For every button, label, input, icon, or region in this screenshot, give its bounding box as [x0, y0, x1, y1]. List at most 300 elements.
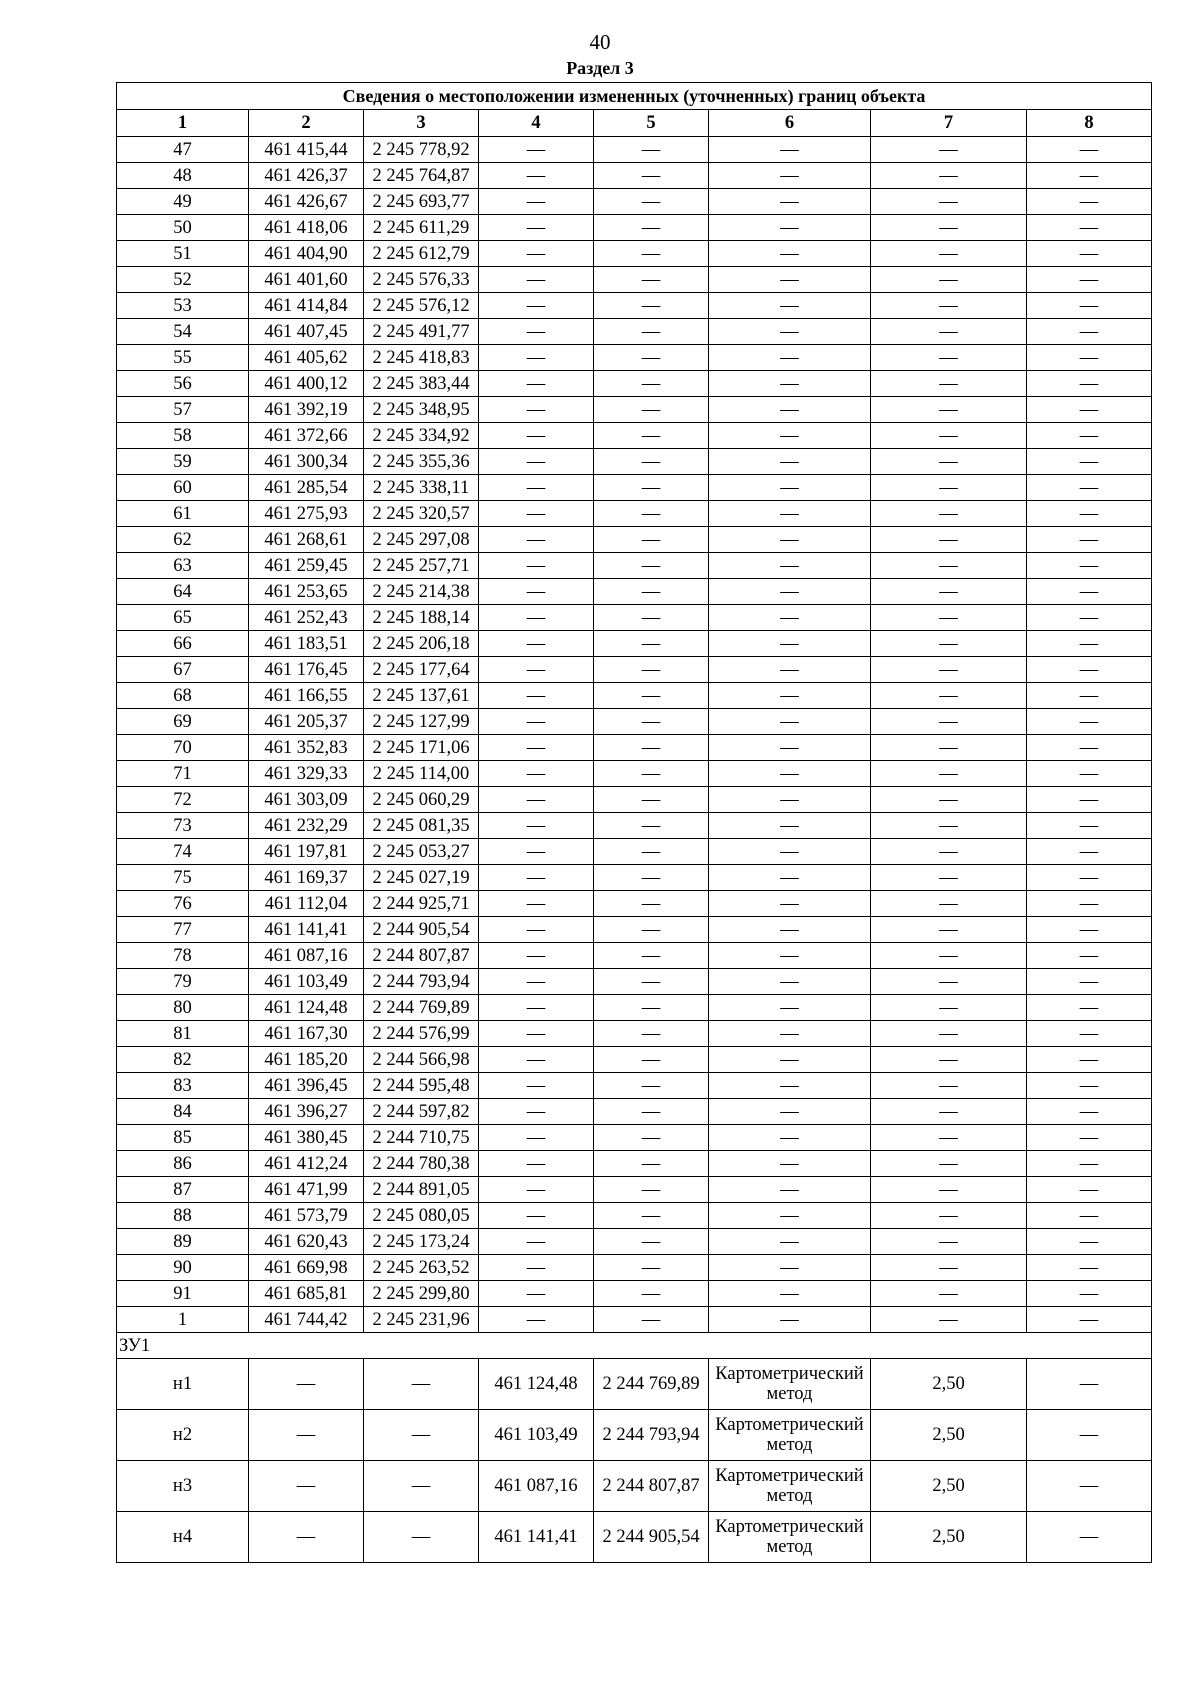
dash-cell: — — [479, 527, 594, 553]
existing-x-cell: 461 352,83 — [249, 735, 364, 761]
table-body — [117, 83, 1152, 1563]
dash-cell: — — [871, 267, 1027, 293]
existing-y-cell: 2 244 566,98 — [364, 1047, 479, 1073]
dash-cell: — — [249, 1461, 364, 1512]
dash-cell: — — [479, 397, 594, 423]
dash-cell: — — [479, 241, 594, 267]
dash-cell: — — [871, 319, 1027, 345]
dash-cell: — — [709, 1307, 871, 1333]
dash-cell: — — [594, 761, 709, 787]
point-number-cell: н2 — [117, 1410, 249, 1461]
existing-y-cell: 2 245 081,35 — [364, 813, 479, 839]
existing-y-cell: 2 245 053,27 — [364, 839, 479, 865]
dash-cell: — — [594, 1151, 709, 1177]
dash-cell: — — [871, 449, 1027, 475]
dash-cell: — — [871, 1229, 1027, 1255]
dash-cell: — — [1027, 761, 1152, 787]
existing-y-cell: 2 245 383,44 — [364, 371, 479, 397]
dash-cell: — — [871, 1125, 1027, 1151]
dash-cell: — — [709, 1047, 871, 1073]
dash-cell: — — [709, 1255, 871, 1281]
dash-cell: — — [709, 189, 871, 215]
dash-cell: — — [594, 891, 709, 917]
dash-cell: — — [709, 1177, 871, 1203]
dash-cell: — — [1027, 527, 1152, 553]
point-number-cell: 57 — [117, 397, 249, 423]
new-y-cell: 2 244 807,87 — [594, 1461, 709, 1512]
dash-cell: — — [594, 839, 709, 865]
table-row — [117, 1151, 1152, 1177]
table-row — [117, 995, 1152, 1021]
dash-cell: — — [871, 215, 1027, 241]
column-number: 5 — [594, 110, 709, 137]
dash-cell: — — [479, 267, 594, 293]
dash-cell: — — [1027, 735, 1152, 761]
existing-y-cell: 2 244 576,99 — [364, 1021, 479, 1047]
dash-cell: — — [709, 1229, 871, 1255]
dash-cell: — — [709, 475, 871, 501]
table-row — [117, 423, 1152, 449]
existing-y-cell: 2 244 780,38 — [364, 1151, 479, 1177]
dash-cell: — — [709, 683, 871, 709]
dash-cell: — — [1027, 1281, 1152, 1307]
dash-cell: — — [709, 995, 871, 1021]
column-number: 7 — [871, 110, 1027, 137]
table-row — [117, 761, 1152, 787]
dash-cell: — — [871, 969, 1027, 995]
dash-cell: — — [1027, 345, 1152, 371]
dash-cell: — — [1027, 1099, 1152, 1125]
dash-cell: — — [1027, 631, 1152, 657]
point-number-cell: 89 — [117, 1229, 249, 1255]
dash-cell: — — [871, 397, 1027, 423]
existing-y-cell: 2 245 764,87 — [364, 163, 479, 189]
column-number: 3 — [364, 110, 479, 137]
dash-cell: — — [871, 293, 1027, 319]
point-number-cell: 48 — [117, 163, 249, 189]
existing-y-cell: 2 245 060,29 — [364, 787, 479, 813]
dash-cell: — — [871, 1203, 1027, 1229]
dash-cell: — — [1027, 449, 1152, 475]
dash-cell: — — [1027, 1461, 1152, 1512]
dash-cell: — — [1027, 1125, 1152, 1151]
existing-y-cell: 2 244 769,89 — [364, 995, 479, 1021]
dash-cell: — — [594, 605, 709, 631]
dash-cell: — — [871, 943, 1027, 969]
dash-cell: — — [479, 1229, 594, 1255]
dash-cell: — — [1027, 267, 1152, 293]
existing-x-cell: 461 426,37 — [249, 163, 364, 189]
existing-y-cell: 2 245 127,99 — [364, 709, 479, 735]
table-row — [117, 267, 1152, 293]
existing-y-cell: 2 245 080,05 — [364, 1203, 479, 1229]
dash-cell: — — [871, 553, 1027, 579]
point-number-cell: 78 — [117, 943, 249, 969]
table-row — [117, 1229, 1152, 1255]
dash-cell: — — [479, 449, 594, 475]
existing-y-cell: 2 244 793,94 — [364, 969, 479, 995]
dash-cell: — — [709, 137, 871, 163]
existing-x-cell: 461 396,45 — [249, 1073, 364, 1099]
existing-x-cell: 461 252,43 — [249, 605, 364, 631]
existing-x-cell: 461 744,42 — [249, 1307, 364, 1333]
method-cell: Картометрический метод — [709, 1410, 871, 1461]
table-row — [117, 449, 1152, 475]
existing-x-cell: 461 620,43 — [249, 1229, 364, 1255]
method-cell: Картометрический метод — [709, 1461, 871, 1512]
dash-cell: — — [594, 657, 709, 683]
existing-y-cell: 2 245 114,00 — [364, 761, 479, 787]
column-number: 6 — [709, 110, 871, 137]
dash-cell: — — [364, 1359, 479, 1410]
dash-cell: — — [709, 1021, 871, 1047]
method-cell: Картометрический метод — [709, 1512, 871, 1563]
point-number-cell: 83 — [117, 1073, 249, 1099]
point-number-cell: 66 — [117, 631, 249, 657]
dash-cell: — — [709, 605, 871, 631]
dash-cell: — — [709, 891, 871, 917]
dash-cell: — — [479, 709, 594, 735]
existing-y-cell: 2 245 231,96 — [364, 1307, 479, 1333]
point-number-cell: 1 — [117, 1307, 249, 1333]
existing-x-cell: 461 268,61 — [249, 527, 364, 553]
dash-cell: — — [479, 787, 594, 813]
point-number-cell: 60 — [117, 475, 249, 501]
dash-cell: — — [364, 1461, 479, 1512]
dash-cell: — — [709, 397, 871, 423]
dash-cell: — — [871, 1021, 1027, 1047]
dash-cell: — — [871, 1151, 1027, 1177]
dash-cell: — — [594, 501, 709, 527]
point-number-cell: 72 — [117, 787, 249, 813]
existing-x-cell: 461 396,27 — [249, 1099, 364, 1125]
dash-cell: — — [594, 865, 709, 891]
new-x-cell: 461 087,16 — [479, 1461, 594, 1512]
dash-cell: — — [871, 1281, 1027, 1307]
existing-x-cell: 461 197,81 — [249, 839, 364, 865]
dash-cell: — — [871, 839, 1027, 865]
dash-cell: — — [594, 735, 709, 761]
table-row — [117, 865, 1152, 891]
dash-cell: — — [594, 345, 709, 371]
dash-cell: — — [709, 657, 871, 683]
dash-cell: — — [871, 1073, 1027, 1099]
dash-cell: — — [479, 891, 594, 917]
dash-cell: — — [479, 735, 594, 761]
dash-cell: — — [594, 189, 709, 215]
dash-cell: — — [1027, 865, 1152, 891]
dash-cell: — — [364, 1512, 479, 1563]
dash-cell: — — [249, 1512, 364, 1563]
dash-cell: — — [594, 423, 709, 449]
point-number-cell: 59 — [117, 449, 249, 475]
point-number-cell: 61 — [117, 501, 249, 527]
dash-cell: — — [479, 1125, 594, 1151]
existing-y-cell: 2 245 576,33 — [364, 267, 479, 293]
existing-x-cell: 461 405,62 — [249, 345, 364, 371]
table-row — [117, 215, 1152, 241]
accuracy-cell: 2,50 — [871, 1410, 1027, 1461]
point-number-cell: 69 — [117, 709, 249, 735]
dash-cell: — — [709, 943, 871, 969]
point-number-cell: 84 — [117, 1099, 249, 1125]
dash-cell: — — [709, 423, 871, 449]
dash-cell: — — [479, 553, 594, 579]
dash-cell: — — [594, 1177, 709, 1203]
column-number: 8 — [1027, 110, 1152, 137]
table-row — [117, 163, 1152, 189]
dash-cell: — — [479, 1047, 594, 1073]
dash-cell: — — [709, 1151, 871, 1177]
existing-x-cell: 461 415,44 — [249, 137, 364, 163]
dash-cell: — — [479, 631, 594, 657]
dash-cell: — — [1027, 813, 1152, 839]
dash-cell: — — [594, 1047, 709, 1073]
point-number-cell: 64 — [117, 579, 249, 605]
new-x-cell: 461 103,49 — [479, 1410, 594, 1461]
existing-x-cell: 461 253,65 — [249, 579, 364, 605]
dash-cell: — — [709, 709, 871, 735]
dash-cell: — — [479, 371, 594, 397]
dash-cell: — — [709, 527, 871, 553]
existing-y-cell: 2 244 710,75 — [364, 1125, 479, 1151]
table-row — [117, 813, 1152, 839]
dash-cell: — — [871, 1099, 1027, 1125]
dash-cell: — — [594, 1281, 709, 1307]
dash-cell: — — [709, 579, 871, 605]
point-number-cell: 81 — [117, 1021, 249, 1047]
dash-cell: — — [871, 423, 1027, 449]
table-row — [117, 1073, 1152, 1099]
dash-cell: — — [709, 735, 871, 761]
table-row — [117, 709, 1152, 735]
dash-cell: — — [871, 761, 1027, 787]
existing-x-cell: 461 426,67 — [249, 189, 364, 215]
existing-y-cell: 2 245 257,71 — [364, 553, 479, 579]
table-row — [117, 787, 1152, 813]
dash-cell: — — [1027, 1021, 1152, 1047]
dash-cell: — — [1027, 241, 1152, 267]
dash-cell: — — [479, 1099, 594, 1125]
point-number-cell: 51 — [117, 241, 249, 267]
dash-cell: — — [871, 1177, 1027, 1203]
point-number-cell: 73 — [117, 813, 249, 839]
dash-cell: — — [709, 1125, 871, 1151]
dash-cell: — — [594, 943, 709, 969]
dash-cell: — — [871, 891, 1027, 917]
dash-cell: — — [594, 1307, 709, 1333]
point-number-cell: 85 — [117, 1125, 249, 1151]
dash-cell: — — [1027, 891, 1152, 917]
dash-cell: — — [479, 215, 594, 241]
dash-cell: — — [479, 579, 594, 605]
dash-cell: — — [871, 579, 1027, 605]
dash-cell: — — [479, 293, 594, 319]
dash-cell: — — [479, 1255, 594, 1281]
existing-y-cell: 2 244 595,48 — [364, 1073, 479, 1099]
dash-cell: — — [479, 917, 594, 943]
dash-cell: — — [594, 917, 709, 943]
table-caption: Сведения о местоположении измененных (уточненных) границ объекта — [117, 83, 1152, 110]
table-row — [117, 1461, 1152, 1512]
dash-cell: — — [594, 397, 709, 423]
existing-x-cell: 461 176,45 — [249, 657, 364, 683]
dash-cell: — — [1027, 1229, 1152, 1255]
dash-cell: — — [709, 761, 871, 787]
dash-cell: — — [1027, 189, 1152, 215]
dash-cell: — — [709, 345, 871, 371]
table-row — [117, 1255, 1152, 1281]
existing-x-cell: 461 141,41 — [249, 917, 364, 943]
dash-cell: — — [1027, 943, 1152, 969]
dash-cell: — — [594, 631, 709, 657]
table-row — [117, 943, 1152, 969]
dash-cell: — — [594, 371, 709, 397]
dash-cell: — — [1027, 371, 1152, 397]
dash-cell: — — [871, 631, 1027, 657]
dash-cell: — — [1027, 1177, 1152, 1203]
table-row — [117, 345, 1152, 371]
dash-cell: — — [479, 865, 594, 891]
existing-y-cell: 2 244 597,82 — [364, 1099, 479, 1125]
dash-cell: — — [594, 1229, 709, 1255]
dash-cell: — — [594, 1021, 709, 1047]
table-row — [117, 969, 1152, 995]
dash-cell: — — [1027, 1255, 1152, 1281]
existing-y-cell: 2 245 173,24 — [364, 1229, 479, 1255]
dash-cell: — — [871, 475, 1027, 501]
table-row — [117, 735, 1152, 761]
dash-cell: — — [1027, 319, 1152, 345]
dash-cell: — — [1027, 605, 1152, 631]
existing-x-cell: 461 185,20 — [249, 1047, 364, 1073]
dash-cell: — — [479, 501, 594, 527]
table-row — [117, 1410, 1152, 1461]
dash-cell: — — [709, 293, 871, 319]
point-number-cell: 56 — [117, 371, 249, 397]
point-number-cell: 68 — [117, 683, 249, 709]
existing-y-cell: 2 245 611,29 — [364, 215, 479, 241]
existing-x-cell: 461 392,19 — [249, 397, 364, 423]
existing-x-cell: 461 169,37 — [249, 865, 364, 891]
point-number-cell: 90 — [117, 1255, 249, 1281]
dash-cell: — — [1027, 397, 1152, 423]
dash-cell: — — [709, 163, 871, 189]
table-row — [117, 319, 1152, 345]
existing-y-cell: 2 245 188,14 — [364, 605, 479, 631]
existing-y-cell: 2 244 807,87 — [364, 943, 479, 969]
existing-y-cell: 2 245 491,77 — [364, 319, 479, 345]
table-row — [117, 631, 1152, 657]
group-row — [117, 1333, 1152, 1359]
new-x-cell: 461 141,41 — [479, 1512, 594, 1563]
dash-cell: — — [594, 787, 709, 813]
dash-cell: — — [479, 813, 594, 839]
existing-x-cell: 461 275,93 — [249, 501, 364, 527]
dash-cell: — — [479, 839, 594, 865]
dash-cell: — — [709, 1281, 871, 1307]
existing-y-cell: 2 245 027,19 — [364, 865, 479, 891]
dash-cell: — — [479, 1021, 594, 1047]
dash-cell: — — [479, 1281, 594, 1307]
dash-cell: — — [594, 527, 709, 553]
existing-x-cell: 461 166,55 — [249, 683, 364, 709]
existing-x-cell: 461 124,48 — [249, 995, 364, 1021]
dash-cell: — — [594, 1203, 709, 1229]
dash-cell: — — [709, 241, 871, 267]
point-number-cell: 71 — [117, 761, 249, 787]
dash-cell: — — [594, 1255, 709, 1281]
table-row — [117, 1203, 1152, 1229]
point-number-cell: 75 — [117, 865, 249, 891]
dash-cell: — — [479, 683, 594, 709]
table-row — [117, 293, 1152, 319]
point-number-cell: 82 — [117, 1047, 249, 1073]
dash-cell: — — [1027, 1410, 1152, 1461]
dash-cell: — — [709, 917, 871, 943]
existing-y-cell: 2 245 334,92 — [364, 423, 479, 449]
existing-x-cell: 461 372,66 — [249, 423, 364, 449]
existing-y-cell: 2 245 418,83 — [364, 345, 479, 371]
dash-cell: — — [1027, 501, 1152, 527]
existing-x-cell: 461 471,99 — [249, 1177, 364, 1203]
point-number-cell: 88 — [117, 1203, 249, 1229]
table-row — [117, 1021, 1152, 1047]
existing-x-cell: 461 404,90 — [249, 241, 364, 267]
column-number: 2 — [249, 110, 364, 137]
dash-cell: — — [871, 527, 1027, 553]
dash-cell: — — [871, 813, 1027, 839]
section-title: Раздел 3 — [566, 58, 634, 78]
point-number-cell: 79 — [117, 969, 249, 995]
dash-cell: — — [1027, 163, 1152, 189]
dash-cell: — — [479, 137, 594, 163]
existing-x-cell: 461 167,30 — [249, 1021, 364, 1047]
existing-y-cell: 2 245 137,61 — [364, 683, 479, 709]
table-row — [117, 371, 1152, 397]
existing-x-cell: 461 412,24 — [249, 1151, 364, 1177]
dash-cell: — — [1027, 1203, 1152, 1229]
dash-cell: — — [594, 293, 709, 319]
existing-x-cell: 461 685,81 — [249, 1281, 364, 1307]
existing-x-cell: 461 573,79 — [249, 1203, 364, 1229]
point-number-cell: н4 — [117, 1512, 249, 1563]
point-number-cell: 77 — [117, 917, 249, 943]
dash-cell: — — [594, 813, 709, 839]
dash-cell: — — [709, 1099, 871, 1125]
dash-cell: — — [479, 475, 594, 501]
dash-cell: — — [1027, 137, 1152, 163]
table-row — [117, 917, 1152, 943]
table-row — [117, 1281, 1152, 1307]
dash-cell: — — [479, 1307, 594, 1333]
dash-cell: — — [1027, 1512, 1152, 1563]
dash-cell: — — [709, 267, 871, 293]
existing-y-cell: 2 245 263,52 — [364, 1255, 479, 1281]
existing-x-cell: 461 232,29 — [249, 813, 364, 839]
dash-cell: — — [709, 371, 871, 397]
existing-y-cell: 2 245 177,64 — [364, 657, 479, 683]
dash-cell: — — [709, 865, 871, 891]
point-number-cell: н1 — [117, 1359, 249, 1410]
table-row — [117, 579, 1152, 605]
existing-y-cell: 2 245 299,80 — [364, 1281, 479, 1307]
new-x-cell: 461 124,48 — [479, 1359, 594, 1410]
dash-cell: — — [871, 995, 1027, 1021]
existing-y-cell: 2 245 612,79 — [364, 241, 479, 267]
dash-cell: — — [479, 319, 594, 345]
column-number: 1 — [117, 110, 249, 137]
